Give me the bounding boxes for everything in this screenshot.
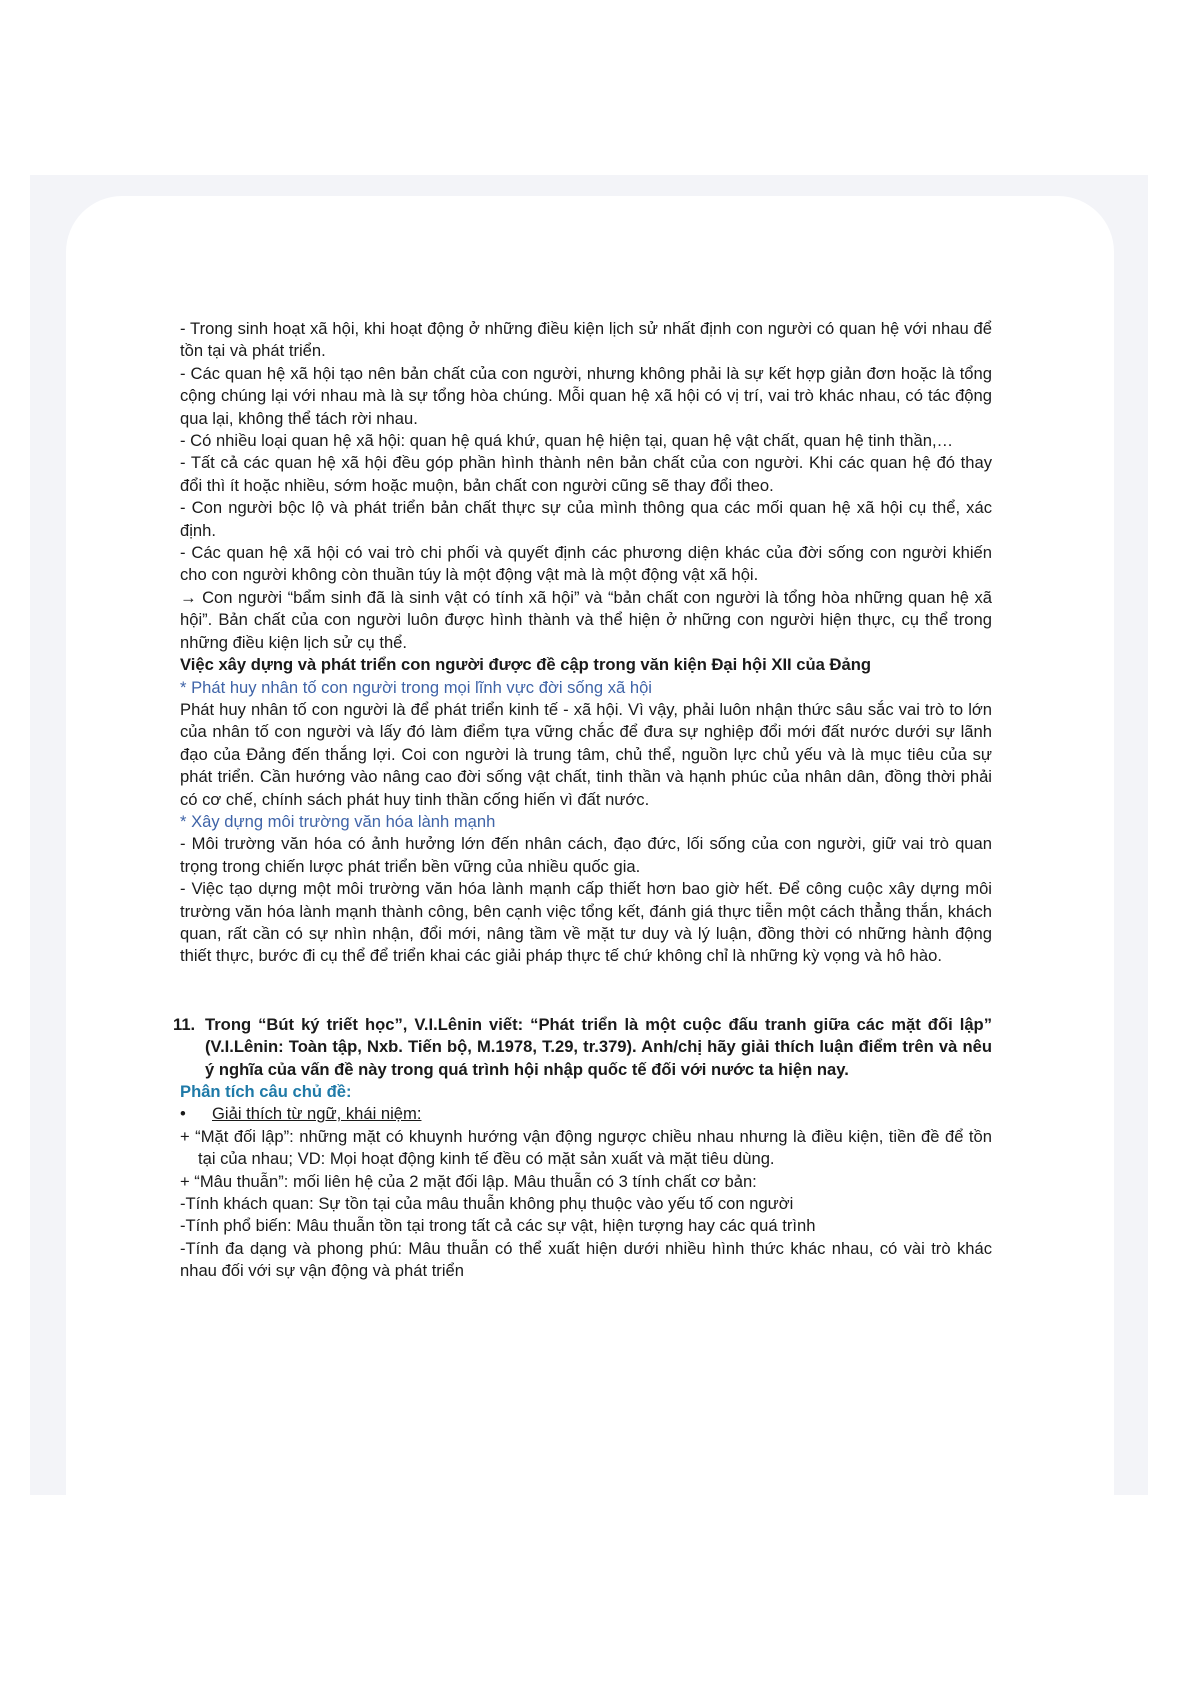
paragraph: - Việc tạo dựng một môi trường văn hóa lành mạnh cấp thiết hơn bao giờ hết. Để công cuộc xây dựng môi trường văn hóa lành mạnh thành công, bên cạnh việc tổng kết, đánh giá thực tiễn một cách thẳng thắn, khách quan, rất cần có sự nhìn nhận, đổi mới, nâng tầm về mặt tư duy và lý luận, đồng thời có những hành động thiết thực, bước đi cụ thể để triển khai các giải pháp thực tế chứ không chỉ là những kỳ vọng và hô hào. <box>180 879 992 966</box>
paragraph: Phát huy nhân tố con người là để phát triển kinh tế - xã hội. Vì vậy, phải luôn nhận thức sâu sắc vai trò to lớn của nhân tố con người và lấy đó làm điểm tựa vững chắc để đưa sự nghiệp đổi mới đất nước dưới sự lãnh đạo của Đảng đến thắng lợi. Coi con người là trung tâm, chủ thể, nguồn lực chủ yếu và là mục tiêu của sự phát triển. Cần hướng vào nâng cao đời sống vật chất, tinh thần và hạnh phúc của nhân dân, đồng thời phải có cơ chế, chính sách phát huy tinh thần cống hiến vì đất nước. <box>180 699 992 809</box>
paragraph: - Trong sinh hoạt xã hội, khi hoạt động ở những điều kiện lịch sử nhất định con người có quan hệ với nhau để tồn tại và phát triển. <box>180 319 992 361</box>
analysis-heading: Phân tích câu chủ đề: <box>180 1082 352 1101</box>
paragraph: - Các quan hệ xã hội có vai trò chi phối và quyết định các phương diện khác của đời sống con người khiến cho con người không còn thuần túy là một động vật mà là một động vật xã hội. <box>180 543 992 585</box>
property-item: -Tính đa dạng và phong phú: Mâu thuẫn có thể xuất hiện dưới nhiều hình thức khác nhau, có vài trò khác nhau đối với sự vận động và phát triển <box>180 1238 992 1281</box>
paragraph: - Tất cả các quan hệ xã hội đều góp phần hình thành nên bản chất của con người. Khi các quan hệ đó thay đổi thì ít hoặc nhiều, sớm hoặc muộn, bản chất con người cũng sẽ thay đổi theo. <box>180 453 992 495</box>
bullet-icon: • <box>180 1104 186 1124</box>
paragraph: → Con người “bẩm sinh đã là sinh vật có tính xã hội” và “bản chất con người là tổng hòa những quan hệ xã hội”. Bản chất của con người luôn được hình thành và thể hiện ở những con người hiện thực, cụ thể trong những điều kiện lịch sử cụ thể. <box>180 587 992 652</box>
property-item: -Tính khách quan: Sự tồn tại của mâu thuẫn không phụ thuộc vào yếu tố con người <box>180 1194 794 1214</box>
question-number: 11. <box>173 1014 196 1034</box>
property-item: -Tính phổ biến: Mâu thuẫn tồn tại trong tất cả các sự vật, hiện tượng hay các quá trình <box>180 1216 816 1236</box>
question <box>173 1014 992 1081</box>
section-heading: Việc xây dựng và phát triển con người được đề cập trong văn kiện Đại hội XII của Đảng <box>180 655 871 675</box>
question-text: Trong “Bút ký triết học”, V.I.Lênin viết: “Phát triển là một cuộc đấu tranh giữa các mặt đối lập” (V.I.Lênin: Toàn tập, Nxb. Tiến bộ, M.1978, T.29, tr.379). Anh/chị hãy giải thích luận điểm trên và nêu ý nghĩa của vấn đề này trong quá trình hội nhập quốc tế đối với nước ta hiện nay. <box>205 1014 992 1079</box>
definition-item: + “Mặt đối lập”: những mặt có khuynh hướng vận động ngược chiều nhau nhưng là điều kiện, tiền đề để tồn tại của nhau; VD: Mọi hoạt động kinh tế đều có mặt sản xuất và mặt tiêu dùng. <box>180 1126 992 1169</box>
sub-heading: * Phát huy nhân tố con người trong mọi lĩnh vực đời sống xã hội <box>180 677 652 697</box>
paragraph: - Con người bộc lộ và phát triển bản chất thực sự của mình thông qua các mối quan hệ xã hội cụ thể, xác định. <box>180 498 992 540</box>
paragraph: - Môi trường văn hóa có ảnh hưởng lớn đến nhân cách, đạo đức, lối sống của con người, giữ vai trò quan trọng trong chiến lược phát triển bền vững của nhiều quốc gia. <box>180 834 992 876</box>
paragraph: - Các quan hệ xã hội tạo nên bản chất của con người, nhưng không phải là sự kết hợp giản đơn hoặc là tổng cộng chúng lại với nhau mà là sự tổng hòa chúng. Mỗi quan hệ xã hội có vị trí, vai trò khác nhau, có tác động qua lại, không thể tách rời nhau. <box>180 363 992 428</box>
sub-heading: * Xây dựng môi trường văn hóa lành mạnh <box>180 811 496 831</box>
definition-item: + “Mâu thuẫn”: mối liên hệ của 2 mặt đối lập. Mâu thuẫn có 3 tính chất cơ bản: <box>180 1171 757 1191</box>
paragraph: - Có nhiều loại quan hệ xã hội: quan hệ quá khứ, quan hệ hiện tại, quan hệ vật chất, quan hệ tinh thần,… <box>180 431 954 451</box>
document-content <box>173 318 992 1283</box>
bullet-item <box>180 1103 992 1125</box>
bullet-text: Giải thích từ ngữ, khái niệm: <box>212 1104 422 1124</box>
